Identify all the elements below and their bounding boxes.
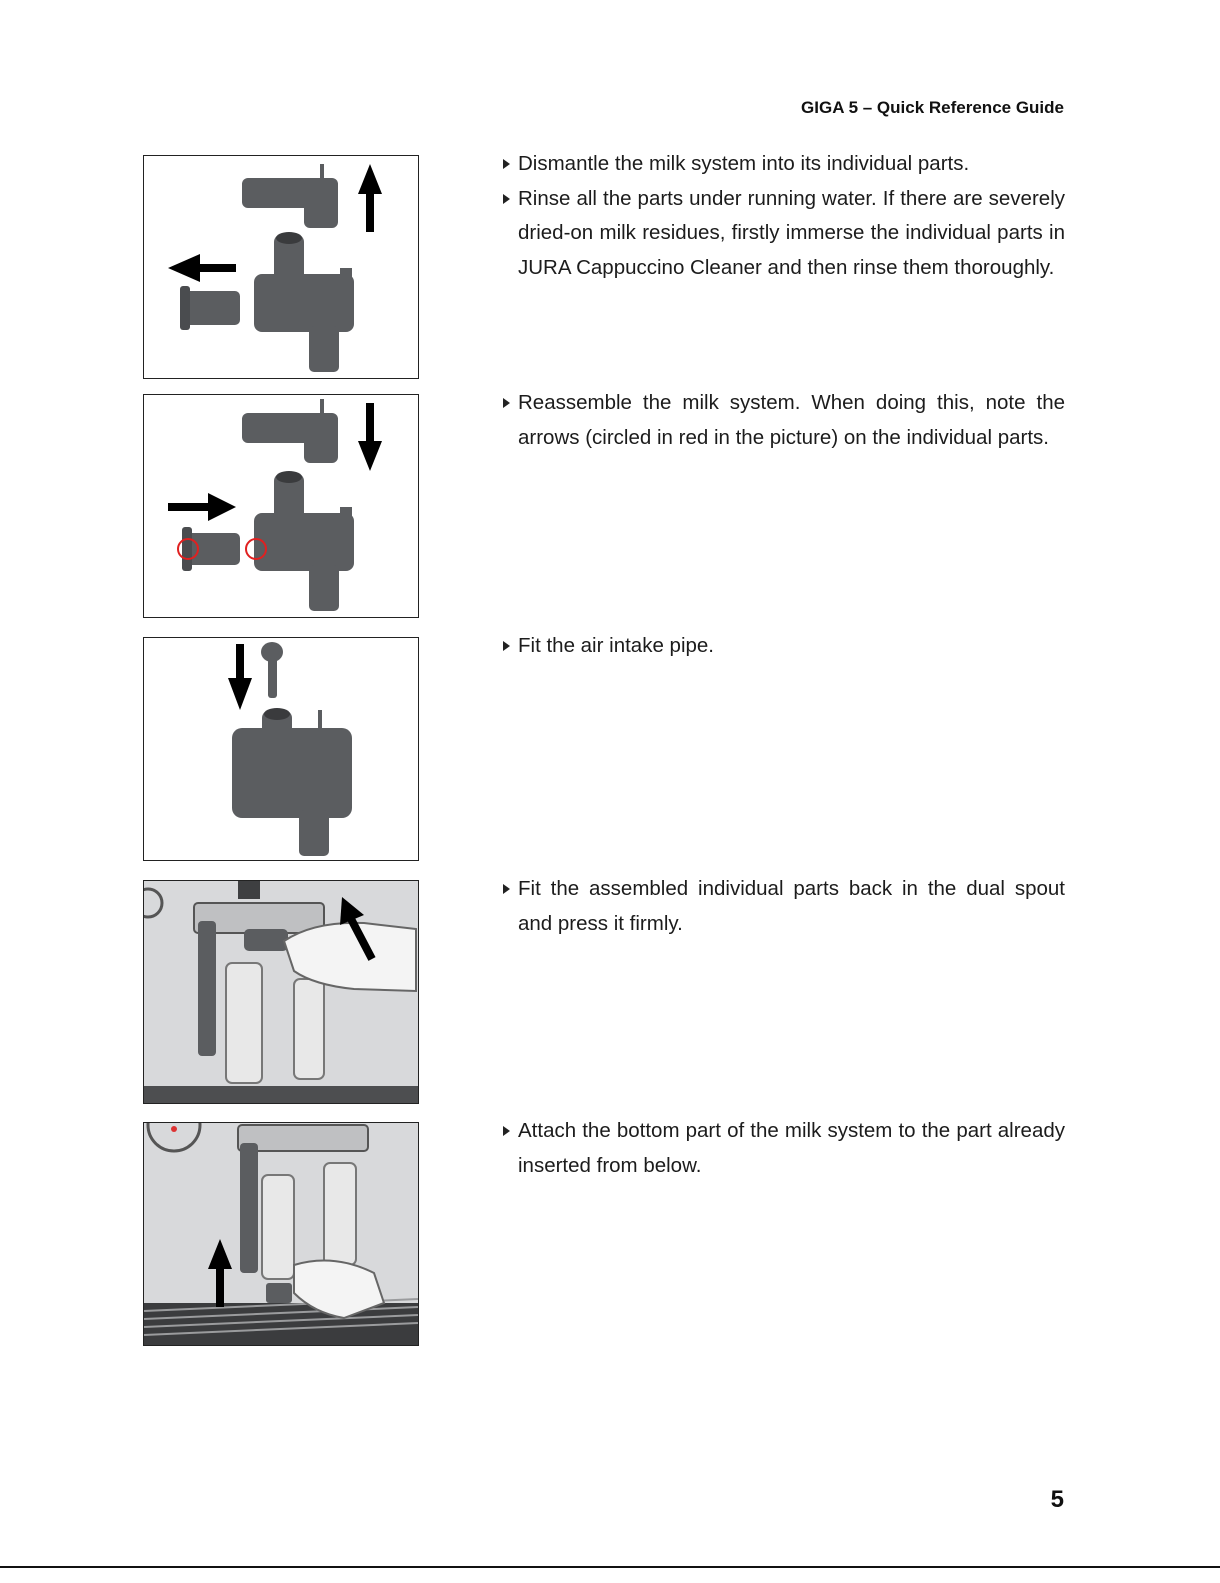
bullet-triangle-icon <box>503 194 510 204</box>
bullet-triangle-icon <box>503 398 510 408</box>
page-number: 5 <box>1050 1486 1064 1513</box>
instruction-bullet: Rinse all the parts under running water. If there are severely dried-on milk residues, firstly immerse the individual parts in JURA Cappuccino Cleaner and then rinse them thoroughly. <box>503 182 1065 286</box>
running-header: GIGA 5 – Quick Reference Guide <box>801 98 1064 117</box>
attach-bottom-part-illustration <box>143 1122 419 1346</box>
bullet-triangle-icon <box>503 641 510 651</box>
bottom-rule <box>0 1566 1220 1568</box>
instruction-bullet: Fit the air intake pipe. <box>503 629 1065 664</box>
instruction-bullet: Attach the bottom part of the milk system to the part already inserted from below. <box>503 1114 1065 1183</box>
bullet-triangle-icon <box>503 159 510 169</box>
instruction-bullet: Fit the assembled individual parts back in the dual spout and press it firmly. <box>503 872 1065 941</box>
bullet-triangle-icon <box>503 1126 510 1136</box>
insert-parts-in-dual-spout-illustration <box>143 880 419 1104</box>
dismantle-milk-system-illustration <box>143 155 419 379</box>
instruction-bullet: Reassemble the milk system. When doing this, note the arrows (circled in red in the picture) on the individual parts. <box>503 386 1065 455</box>
bullet-triangle-icon <box>503 884 510 894</box>
instruction-bullet: Dismantle the milk system into its individual parts. <box>503 147 1065 182</box>
fit-air-intake-pipe-illustration <box>143 637 419 861</box>
reassemble-milk-system-illustration <box>143 394 419 618</box>
